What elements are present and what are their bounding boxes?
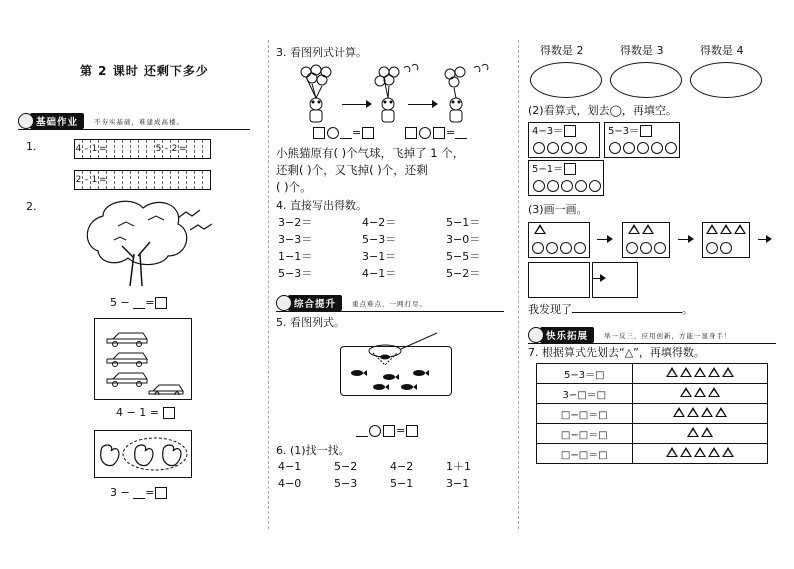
draw-arrow-1 — [597, 239, 611, 240]
card-5-1-circles[interactable] — [532, 179, 602, 197]
q1-strip-1 — [74, 139, 211, 159]
draw-box-1-tri — [533, 224, 547, 238]
draw-box-4[interactable] — [528, 262, 590, 298]
banner-fun-slogan: 举一反三，应用创新，方能一显身手！ — [604, 331, 732, 340]
q3-eq2-box-a[interactable] — [405, 127, 417, 139]
q1-cell[interactable] — [131, 140, 139, 158]
cars-illustration — [103, 325, 189, 395]
banner-basic — [18, 114, 250, 128]
q2-eq3-blank[interactable] — [133, 488, 145, 499]
mascot-icon — [18, 113, 34, 129]
card-5-3-answer[interactable] — [640, 125, 652, 137]
card-4-3-answer[interactable] — [564, 125, 576, 137]
banner-advance-tag: 综合提升 — [288, 295, 342, 311]
q4-problem[interactable]: 5−1＝ — [446, 216, 481, 229]
card-4-3-eq — [532, 125, 577, 139]
q7-row — [537, 444, 768, 464]
q2-eq1: 5 − = — [110, 296, 168, 310]
card-4-3-circles[interactable] — [532, 141, 588, 159]
q7-triangles[interactable] — [632, 444, 767, 464]
score-label: 得数是 2 — [540, 44, 584, 57]
column-divider-1 — [268, 40, 269, 529]
q3-text-1: 小熊猫原有( )个气球，飞掉了 1 个， — [276, 146, 465, 160]
q3-eq1-op-circle[interactable] — [327, 127, 339, 139]
q7-triangles[interactable] — [632, 364, 767, 384]
q4-problem[interactable]: 1−1＝ — [278, 250, 313, 263]
q1-cell[interactable] — [107, 171, 115, 189]
q3-eq1-box-a[interactable] — [313, 127, 325, 139]
q1-cell[interactable] — [195, 171, 203, 189]
tree-birds-illustration — [78, 196, 218, 288]
banner-fun-tag: 快乐拓展 — [540, 327, 594, 343]
q4-problem[interactable]: 3−1＝ — [362, 250, 397, 263]
q7-row — [537, 384, 768, 404]
q7-table — [536, 363, 768, 464]
q4-problem[interactable]: 4−1＝ — [362, 267, 397, 280]
q3-eq2-box-b[interactable] — [433, 127, 445, 139]
oval-score-4[interactable] — [690, 62, 762, 98]
q7-equation[interactable]: 5−3＝□ — [537, 364, 633, 384]
card-5-1-eq — [532, 163, 577, 177]
card-5-1-answer[interactable] — [564, 163, 576, 175]
column-divider-2 — [518, 40, 519, 529]
q5-equation: = — [356, 424, 419, 438]
q2-eq2-text: 4 − 1 = — [116, 406, 159, 419]
card-4-3 — [528, 122, 600, 158]
q1-cell[interactable] — [187, 171, 195, 189]
banner-basic-tag: 基础作业 — [30, 113, 84, 129]
draw-box-3-circles — [705, 241, 733, 259]
q1-cell[interactable] — [203, 140, 210, 158]
q2-eq1-blank[interactable] — [133, 298, 145, 309]
q4-problem[interactable]: 5−3＝ — [362, 233, 397, 246]
apples-illustration — [97, 433, 189, 475]
q2-eq3-text: 3 − — [110, 486, 130, 499]
q2-number: 2. — [26, 200, 37, 213]
q6-found: 我发现了 。 — [528, 303, 693, 316]
apples-picture — [94, 430, 192, 478]
q3-eq1-blank[interactable] — [340, 128, 352, 139]
q7-triangles[interactable] — [632, 384, 767, 404]
mascot-icon — [276, 295, 292, 311]
draw-box-2-circles — [625, 241, 667, 259]
q3-equation-2: = — [404, 126, 467, 140]
q1-cell[interactable] — [139, 140, 147, 158]
draw-box-3-tri — [705, 224, 747, 238]
q1-cell: - — [83, 171, 91, 189]
q1-number: 1. — [26, 140, 37, 153]
q6-expression[interactable]: 1＋1 — [446, 460, 471, 473]
oval-score-2[interactable] — [530, 62, 602, 98]
q2-eq2-answer-box[interactable] — [163, 407, 175, 419]
score-label: 得数是 4 — [700, 44, 744, 57]
card-5-3-eq — [608, 125, 653, 139]
q1-cell[interactable] — [163, 171, 171, 189]
q3-eq2-op-circle[interactable] — [419, 127, 431, 139]
q3-eq1-answer[interactable] — [362, 127, 374, 139]
q2-eq1-text: 5 − — [110, 296, 130, 309]
q1-cell[interactable] — [187, 140, 195, 158]
lesson-title: 第 2 课时 还剩下多少 — [80, 64, 209, 78]
q7-equation[interactable]: □−□＝□ — [537, 444, 633, 464]
q6-part3: (3)画一画。 — [528, 203, 588, 216]
draw-box-5[interactable] — [592, 262, 638, 298]
q6-expression[interactable]: 5−1 — [390, 477, 414, 490]
q7-equation[interactable]: □−□＝□ — [537, 404, 633, 424]
banner-advance — [276, 296, 504, 310]
q6-title: 6. (1)找一找。 — [276, 444, 350, 457]
q7-row — [537, 404, 768, 424]
q1-cell: = — [99, 171, 107, 189]
q1-cell: = — [99, 140, 107, 158]
q1-cell[interactable] — [195, 140, 203, 158]
q5-blank-a[interactable] — [356, 426, 368, 437]
q2-eq3-answer-box[interactable] — [155, 487, 167, 499]
q1-cell[interactable] — [123, 171, 131, 189]
arrow-1 — [342, 104, 370, 105]
q1-cell: 1 — [91, 171, 99, 189]
q1-cell[interactable] — [147, 140, 155, 158]
q4-problem[interactable]: 5−2＝ — [446, 267, 481, 280]
draw-box-1-circles — [531, 241, 587, 259]
q6-found-line[interactable] — [572, 312, 682, 313]
q6-expression[interactable]: 3−1 — [446, 477, 470, 490]
card-5-3-circles[interactable] — [608, 141, 678, 159]
fish-picture — [340, 346, 452, 396]
card-4-3-text: 4−3＝ — [532, 126, 564, 137]
q1-cell: 2 — [75, 171, 83, 189]
q7-triangles[interactable] — [632, 424, 767, 444]
q1-cell[interactable] — [123, 140, 131, 158]
draw-box-1 — [528, 222, 590, 258]
banner-basic-slogan: 不夯实基础，难建成高楼。 — [94, 117, 185, 126]
q3-title: 3. 看图列式计算。 — [276, 46, 367, 59]
q6-expression[interactable]: 4−0 — [278, 477, 302, 490]
banner-fun — [528, 328, 776, 342]
q7-row — [537, 364, 768, 384]
q5-op-circle[interactable] — [369, 425, 381, 437]
q5-box-b[interactable] — [383, 425, 395, 437]
q2-eq3: 3 − = — [110, 486, 168, 500]
q6-part2: (2)看算式，划去◯，再填空。 — [528, 104, 677, 117]
cars-picture — [94, 318, 192, 400]
card-5-3 — [604, 122, 680, 158]
q2-eq2 — [116, 406, 176, 420]
q1-cell[interactable] — [107, 140, 115, 158]
draw-arrow-3 — [758, 239, 770, 240]
q1-cell[interactable] — [179, 171, 187, 189]
score-label: 得数是 3 — [620, 44, 664, 57]
q1-cell[interactable] — [147, 171, 155, 189]
q7-row — [537, 424, 768, 444]
mascot-icon — [528, 327, 544, 343]
q7-equation[interactable]: 3−□＝□ — [537, 384, 633, 404]
q1-cell: - — [163, 140, 171, 158]
q1-strip-2 — [74, 170, 211, 190]
q1-cell: 1 — [91, 140, 99, 158]
card-5-3-text: 5−3＝ — [608, 126, 640, 137]
q4-problem[interactable]: 4−2＝ — [362, 216, 397, 229]
q4-problem[interactable]: 5−3＝ — [278, 267, 313, 280]
card-5-1-text: 5−1＝ — [532, 164, 564, 175]
draw-arrow-2 — [678, 239, 692, 240]
q1-cell[interactable] — [203, 171, 210, 189]
q3-eq2-answer[interactable] — [455, 128, 467, 139]
oval-score-3[interactable] — [610, 62, 682, 98]
q7-equation[interactable]: □−□＝□ — [537, 424, 633, 444]
q4-problem[interactable]: 5−5＝ — [446, 250, 481, 263]
q1-cell: 2 — [171, 140, 179, 158]
q7-title: 7. 根据算式先划去“△”，再填得数。 — [528, 346, 705, 359]
q1-cell: 5 — [155, 140, 163, 158]
q6-expression[interactable]: 5−3 — [334, 477, 358, 490]
q3-equation-1: = — [312, 126, 375, 140]
q6-expression[interactable]: 5−2 — [334, 460, 358, 473]
q1-cell: 4 — [75, 140, 83, 158]
q4-problem[interactable]: 3−2＝ — [278, 216, 313, 229]
q1-cell[interactable] — [171, 171, 179, 189]
draw-box-2-tri — [627, 224, 655, 238]
q3-text-2: 还剩( )个，又飞掉( )个，还剩 — [276, 163, 428, 177]
draw-box-3 — [702, 222, 750, 258]
panda-balloons-illustration — [288, 62, 508, 124]
arrow-2 — [408, 104, 436, 105]
q6-found-text: 我发现了 — [528, 303, 572, 316]
draw-box-2 — [622, 222, 670, 258]
q1-cell[interactable] — [139, 171, 147, 189]
q5-title: 5. 看图列式。 — [276, 316, 345, 329]
q6-expression[interactable]: 4−1 — [278, 460, 302, 473]
q3-text-3: ( )个。 — [276, 180, 312, 194]
q1-cell[interactable] — [115, 140, 123, 158]
q7-triangles[interactable] — [632, 404, 767, 424]
q1-cell[interactable] — [155, 171, 163, 189]
q1-cell[interactable] — [131, 171, 139, 189]
q1-cell: = — [179, 140, 187, 158]
q6-expression[interactable]: 4−2 — [390, 460, 414, 473]
fish-net-illustration — [341, 327, 451, 395]
banner-advance-slogan: 重点难点，一网打尽。 — [352, 299, 428, 308]
q4-title: 4. 直接写出得数。 — [276, 199, 367, 212]
q4-problem[interactable]: 3−3＝ — [278, 233, 313, 246]
q1-cell: - — [83, 140, 91, 158]
q1-cell[interactable] — [115, 171, 123, 189]
q5-answer[interactable] — [406, 425, 418, 437]
card-5-1 — [528, 160, 604, 196]
q4-problem[interactable]: 3−0＝ — [446, 233, 481, 246]
q2-eq1-answer-box[interactable] — [155, 297, 167, 309]
